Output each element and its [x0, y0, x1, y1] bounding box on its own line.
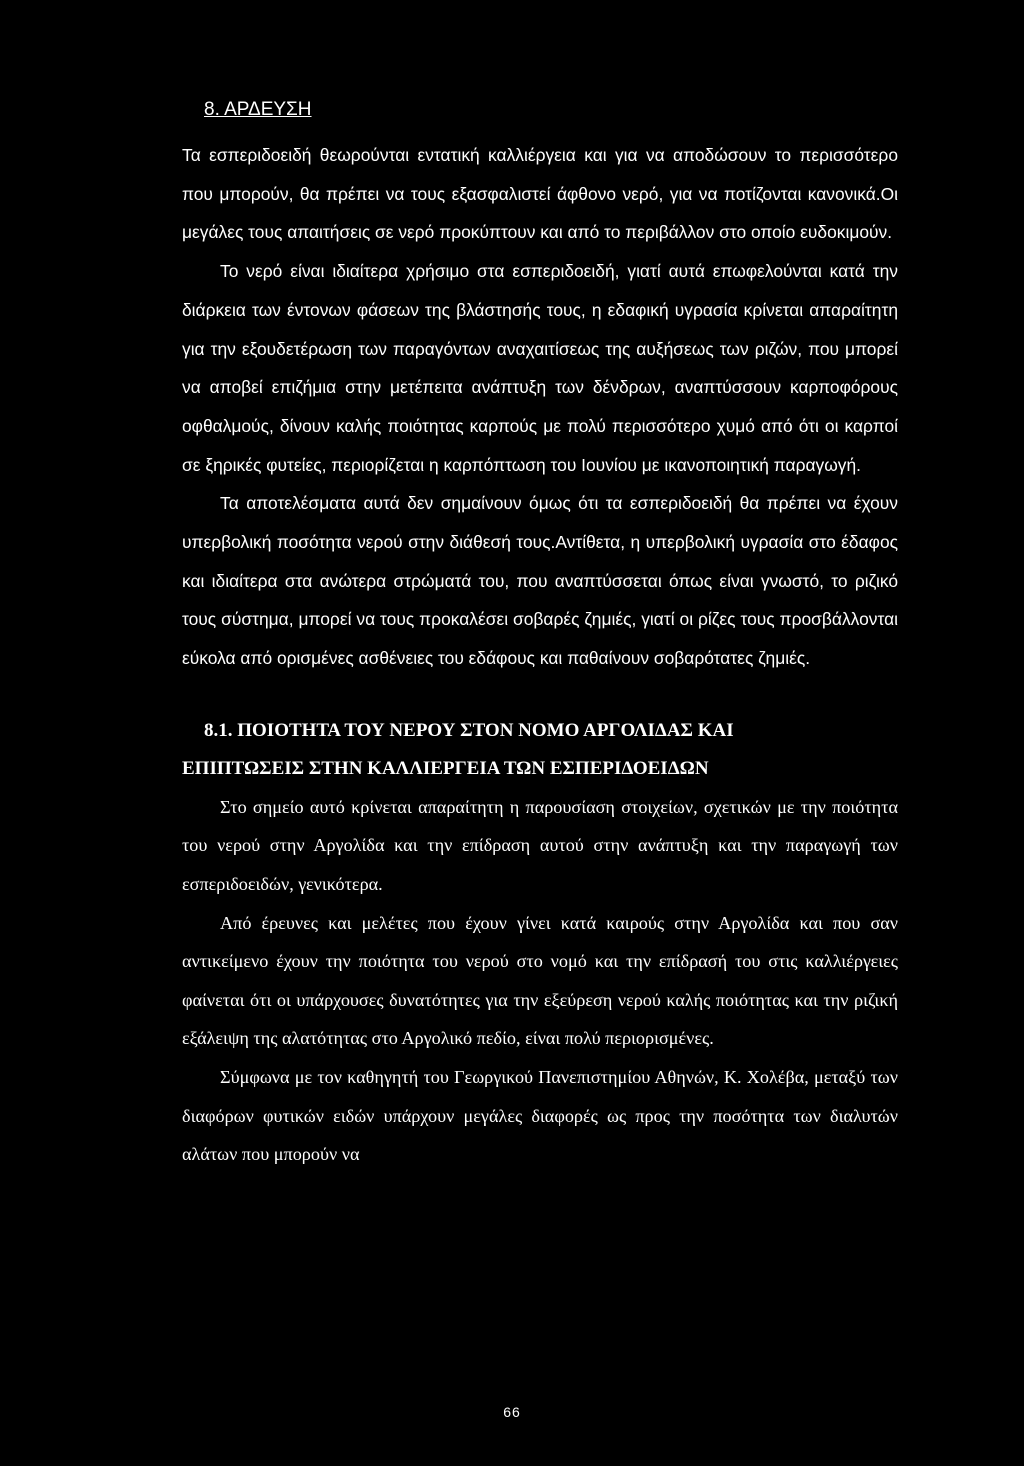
document-page — [182, 96, 898, 1174]
paragraph: Σύμφωνα με τον καθηγητή του Γεωργικού Πανεπιστημίου Αθηνών, Κ. Χολέβα, μεταξύ των διαφόρων φυτικών ειδών υπάρχουν μεγάλες διαφορές ως προς την ποσότητα των διαλυτών αλάτων που μπορούν να — [182, 1067, 898, 1165]
paragraph: Στο σημείο αυτό κρίνεται απαραίτητη η παρουσίαση στοιχείων, σχετικών με την ποιότητα του νερού στην Αργολίδα και την επίδραση αυτού στην ανάπτυξη και την παραγωγή των εσπεριδοειδών, γενικότερα. — [182, 796, 898, 895]
paragraph: Τα εσπεριδοειδή θεωρούνται εντατική καλλιέργεια και για να αποδώσουν το περισσότερο που μπορούν, θα πρέπει να τους εξασφαλιστεί άφθονο νερό, για να ποτίζονται κανονικά.Οι μεγάλες τους απαιτήσεις σε νερό προκύπτουν και από το περιβάλλον στο οποίο ευδοκιμούν. — [182, 145, 898, 243]
subsection-heading-line: ΕΠΙΠΤΩΣΕΙΣ ΣΤΗΝ ΚΑΛΛΙΕΡΓΕΙΑ ΤΩΝ ΕΣΠΕΡΙΔΟΕΙΔΩΝ — [182, 757, 709, 779]
paragraph: Το νερό είναι ιδιαίτερα χρήσιμο στα εσπεριδοειδή, γιατί αυτά επωφελούνται κατά την διάρκεια των έντονων φάσεων της βλάστησής τους, η εδαφική υγρασία κρίνεται απαραίτητη για την εξουδετέρωση των παραγόντων αναχαιτίσεως της αυξήσεως των ριζών, που μπορεί να αποβεί επιζήμια στην μετέπειτα ανάπτυξη των δένδρων, αναπτύσσουν καρποφόρους οφθαλμούς, δίνουν καλής ποιότητας καρπούς με πολύ περισσότερο χυμό από ότι οι καρποί σε ξηρικές φυτείες, περιορίζεται η καρπόπτωση του Ιουνίου με ικανοποιητική παραγωγή. — [182, 261, 898, 475]
subsection-heading — [182, 712, 898, 788]
section-heading: 8. ΑΡΔΕΥΣΗ — [204, 99, 312, 120]
paragraph: Από έρευνες και μελέτες που έχουν γίνει κατά καιρούς στην Αργολίδα και που σαν αντικείμενο έχουν την ποιότητα του νερού στο νομό και την επίδρασή του στις καλλιέργειες φαίνεται ότι οι υπάρχουσες δυνατότητες για την εξεύρεση νερού καλής ποιότητας και την ριζική εξάλειψη της αλατότητας στο Αργολικό πεδίο, είναι πολύ περιορισμένες. — [182, 912, 898, 1049]
page-number: 66 — [503, 1404, 521, 1420]
subsection-heading-line: 8.1. ΠΟΙΟΤΗΤΑ ΤΟΥ ΝΕΡΟΥ ΣΤΟΝ ΝΟΜΟ ΑΡΓΟΛΙΔΑΣ ΚΑΙ — [204, 719, 734, 741]
paragraph: Τα αποτελέσματα αυτά δεν σημαίνουν όμως ότι τα εσπεριδοειδή θα πρέπει να έχουν υπερβολική ποσότητα νερού στην διάθεσή τους.Αντίθετα, η υπερβολική υγρασία στο έδαφος και ιδιαίτερα στα ανώτερα στρώματά του, που αναπτύσσεται όπως είναι γνωστό, το ριζικό τους σύστημα, μπορεί να τους προκαλέσει σοβαρές ζημιές, γιατί οι ρίζες τους προσβάλλονται εύκολα από ορισμένες ασθένειες του εδάφους και παθαίνουν σοβαρότατες ζημιές. — [182, 493, 898, 669]
